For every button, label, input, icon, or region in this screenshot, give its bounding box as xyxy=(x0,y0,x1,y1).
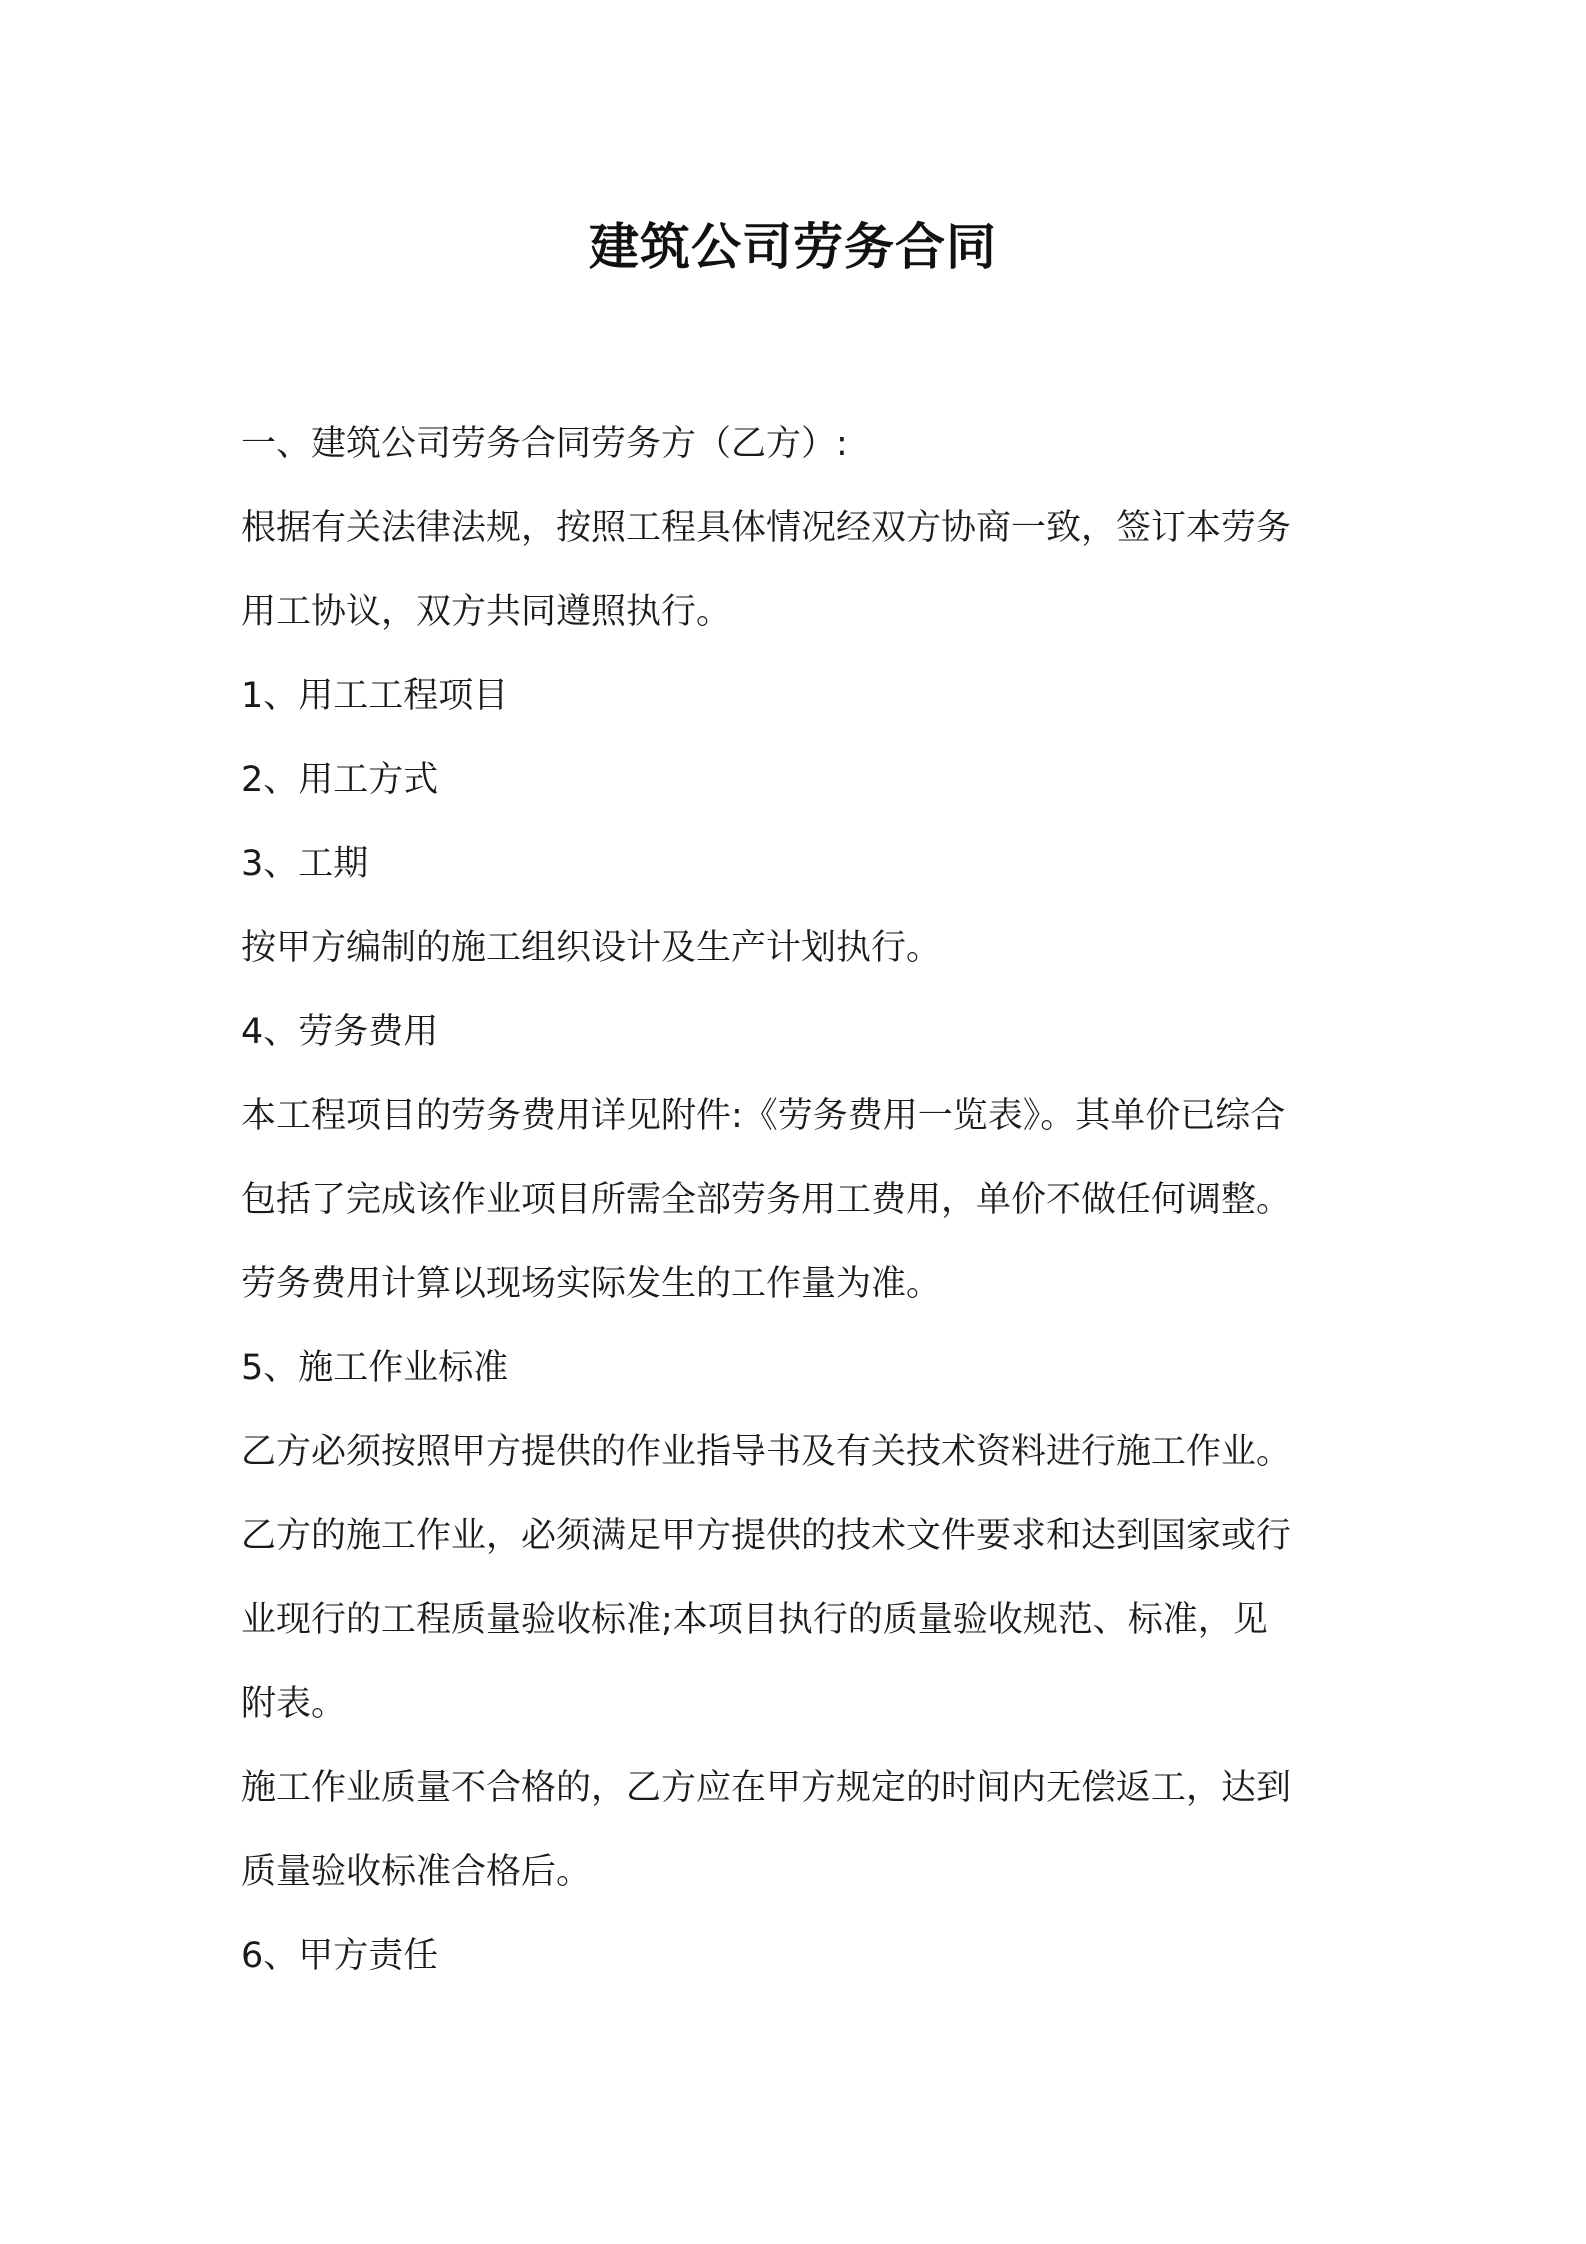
paragraph-line: 施工作业质量不合格的，乙方应在甲方规定的时间内无偿返工，达到 xyxy=(241,1768,1292,1808)
document-body xyxy=(241,402,1361,1998)
page-title: 建筑公司劳务合同 xyxy=(589,218,997,276)
paragraph-line: 乙方的施工作业，必须满足甲方提供的技术文件要求和达到国家或行 xyxy=(241,1516,1292,1556)
paragraph-line: 本工程项目的劳务费用详见附件:《劳务费用一览表》。其单价已综合 xyxy=(241,1096,1286,1136)
clause-heading-party-a-duties: 6、甲方责任 xyxy=(241,1936,439,1976)
paragraph-line: 业现行的工程质量验收标准;本项目执行的质量验收规范、标准，见 xyxy=(241,1600,1268,1640)
clause-heading-standards: 5、施工作业标准 xyxy=(241,1348,509,1388)
paragraph-line: 按甲方编制的施工组织设计及生产计划执行。 xyxy=(241,928,942,968)
paragraph-line: 包括了完成该作业项目所需全部劳务用工费用，单价不做任何调整。 xyxy=(241,1180,1292,1220)
paragraph-line: 劳务费用计算以现场实际发生的工作量为准。 xyxy=(241,1264,942,1304)
paragraph-line: 用工协议，双方共同遵照执行。 xyxy=(241,592,732,632)
paragraph-line: 附表。 xyxy=(241,1684,347,1724)
paragraph-line: 根据有关法律法规，按照工程具体情况经双方协商一致，签订本劳务 xyxy=(241,508,1292,548)
clause-heading-method: 2、用工方式 xyxy=(241,760,439,800)
clause-heading-fees: 4、劳务费用 xyxy=(241,1012,439,1052)
clause-heading-project: 1、用工工程项目 xyxy=(241,676,509,716)
paragraph-line: 乙方必须按照甲方提供的作业指导书及有关技术资料进行施工作业。 xyxy=(241,1432,1292,1472)
paragraph-line: 质量验收标准合格后。 xyxy=(241,1852,592,1892)
section-heading-party-b: 一、建筑公司劳务合同劳务方（乙方）: xyxy=(241,424,848,464)
clause-heading-schedule: 3、工期 xyxy=(241,844,369,884)
